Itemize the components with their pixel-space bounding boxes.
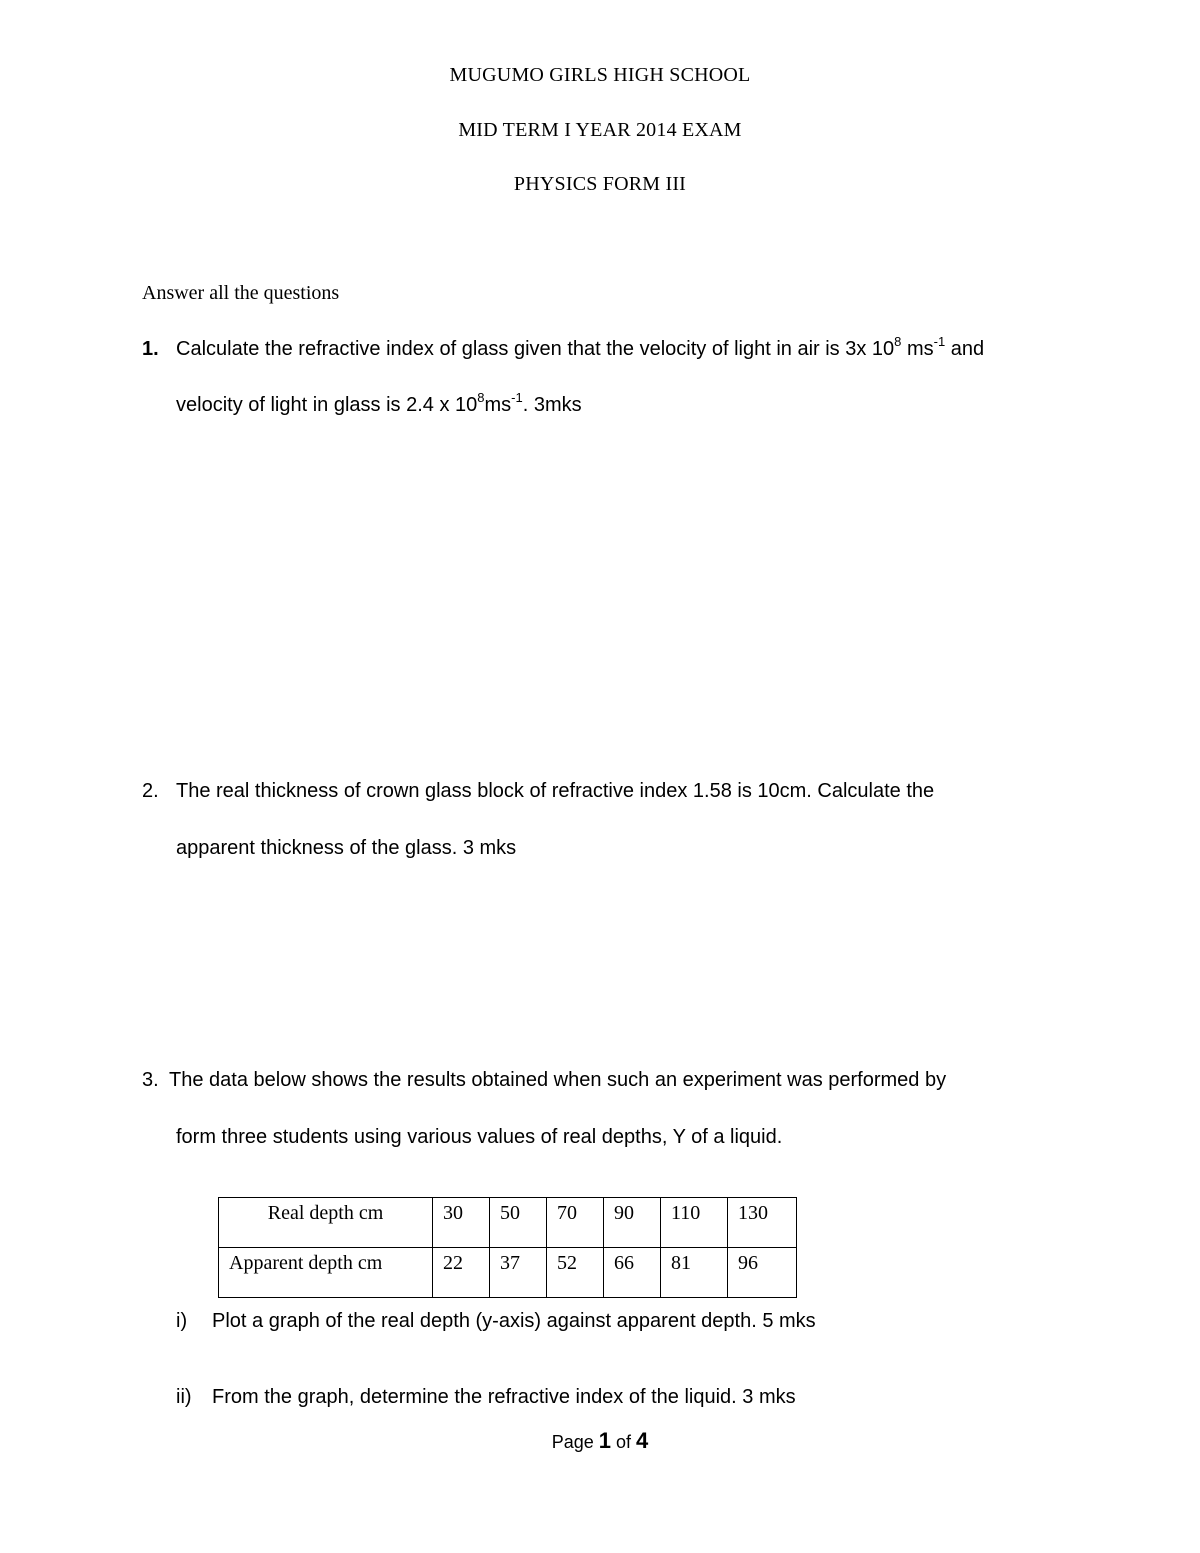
exam-title: MID TERM I YEAR 2014 EXAM bbox=[458, 119, 742, 141]
footer-total-pages: 4 bbox=[636, 1428, 649, 1453]
subject-title: PHYSICS FORM III bbox=[513, 173, 687, 195]
q1-l2-sup-exp: 8 bbox=[477, 390, 485, 405]
question-1-line-1 bbox=[176, 334, 985, 361]
table-cell: 110 bbox=[661, 1198, 728, 1248]
q1-l1-text-c: and bbox=[945, 338, 985, 360]
table-cell: 30 bbox=[433, 1198, 490, 1248]
question-2-line-1: The real thickness of crown glass block of refractive index 1.58 is 10cm. Calculate the bbox=[176, 780, 935, 802]
q1-l1-sup-exp: 8 bbox=[894, 334, 902, 349]
footer-of-word: of bbox=[611, 1432, 637, 1452]
instruction-text: Answer all the questions bbox=[142, 282, 340, 304]
question-3-line-2: form three students using various values of real depths, Y of a liquid. bbox=[176, 1126, 783, 1148]
table-row-apparent-depth bbox=[219, 1248, 797, 1298]
page-footer bbox=[0, 1428, 1200, 1454]
table-cell: 90 bbox=[604, 1198, 661, 1248]
table-row-real-depth bbox=[219, 1198, 797, 1248]
table-cell: 52 bbox=[547, 1248, 604, 1298]
sub-question-ii-text: From the graph, determine the refractive index of the liquid. 3 mks bbox=[212, 1386, 796, 1408]
question-2-line-2: apparent thickness of the glass. 3 mks bbox=[176, 837, 517, 859]
q1-l1-text-b: ms bbox=[901, 338, 934, 360]
depth-data-table bbox=[218, 1197, 797, 1298]
q1-l2-text-b: ms bbox=[484, 394, 512, 416]
question-2-number: 2. bbox=[142, 780, 159, 802]
q1-l1-text-a: Calculate the refractive index of glass given that the velocity of light in air is 3x 10 bbox=[176, 338, 895, 360]
q1-l2-text-c: . 3mks bbox=[522, 394, 582, 416]
table-cell: 37 bbox=[490, 1248, 547, 1298]
school-name: MUGUMO GIRLS HIGH SCHOOL bbox=[449, 64, 751, 86]
q1-l2-text-a: velocity of light in glass is 2.4 x 10 bbox=[176, 394, 478, 416]
q1-l1-sup-unit: -1 bbox=[933, 334, 946, 349]
question-1-number: 1. bbox=[142, 338, 159, 360]
question-3-line-1: The data below shows the results obtained when such an experiment was performed by bbox=[169, 1069, 947, 1091]
sub-question-ii-number: ii) bbox=[176, 1386, 192, 1408]
row-label-apparent-depth: Apparent depth cm bbox=[219, 1248, 433, 1298]
table-cell: 66 bbox=[604, 1248, 661, 1298]
question-3-number: 3. bbox=[142, 1069, 159, 1091]
table-cell: 50 bbox=[490, 1198, 547, 1248]
table-cell: 81 bbox=[661, 1248, 728, 1298]
q1-l2-sup-unit: -1 bbox=[511, 390, 523, 405]
footer-current-page: 1 bbox=[598, 1428, 612, 1453]
table-cell: 130 bbox=[728, 1198, 797, 1248]
row-label-real-depth: Real depth cm bbox=[219, 1198, 433, 1248]
sub-question-i-number: i) bbox=[176, 1310, 188, 1332]
table-cell: 96 bbox=[728, 1248, 797, 1298]
footer-page-word: Page bbox=[551, 1432, 599, 1452]
sub-question-i-text: Plot a graph of the real depth (y-axis) against apparent depth. 5 mks bbox=[212, 1310, 816, 1332]
table-cell: 70 bbox=[547, 1198, 604, 1248]
question-1-line-2 bbox=[176, 390, 582, 417]
table-cell: 22 bbox=[433, 1248, 490, 1298]
